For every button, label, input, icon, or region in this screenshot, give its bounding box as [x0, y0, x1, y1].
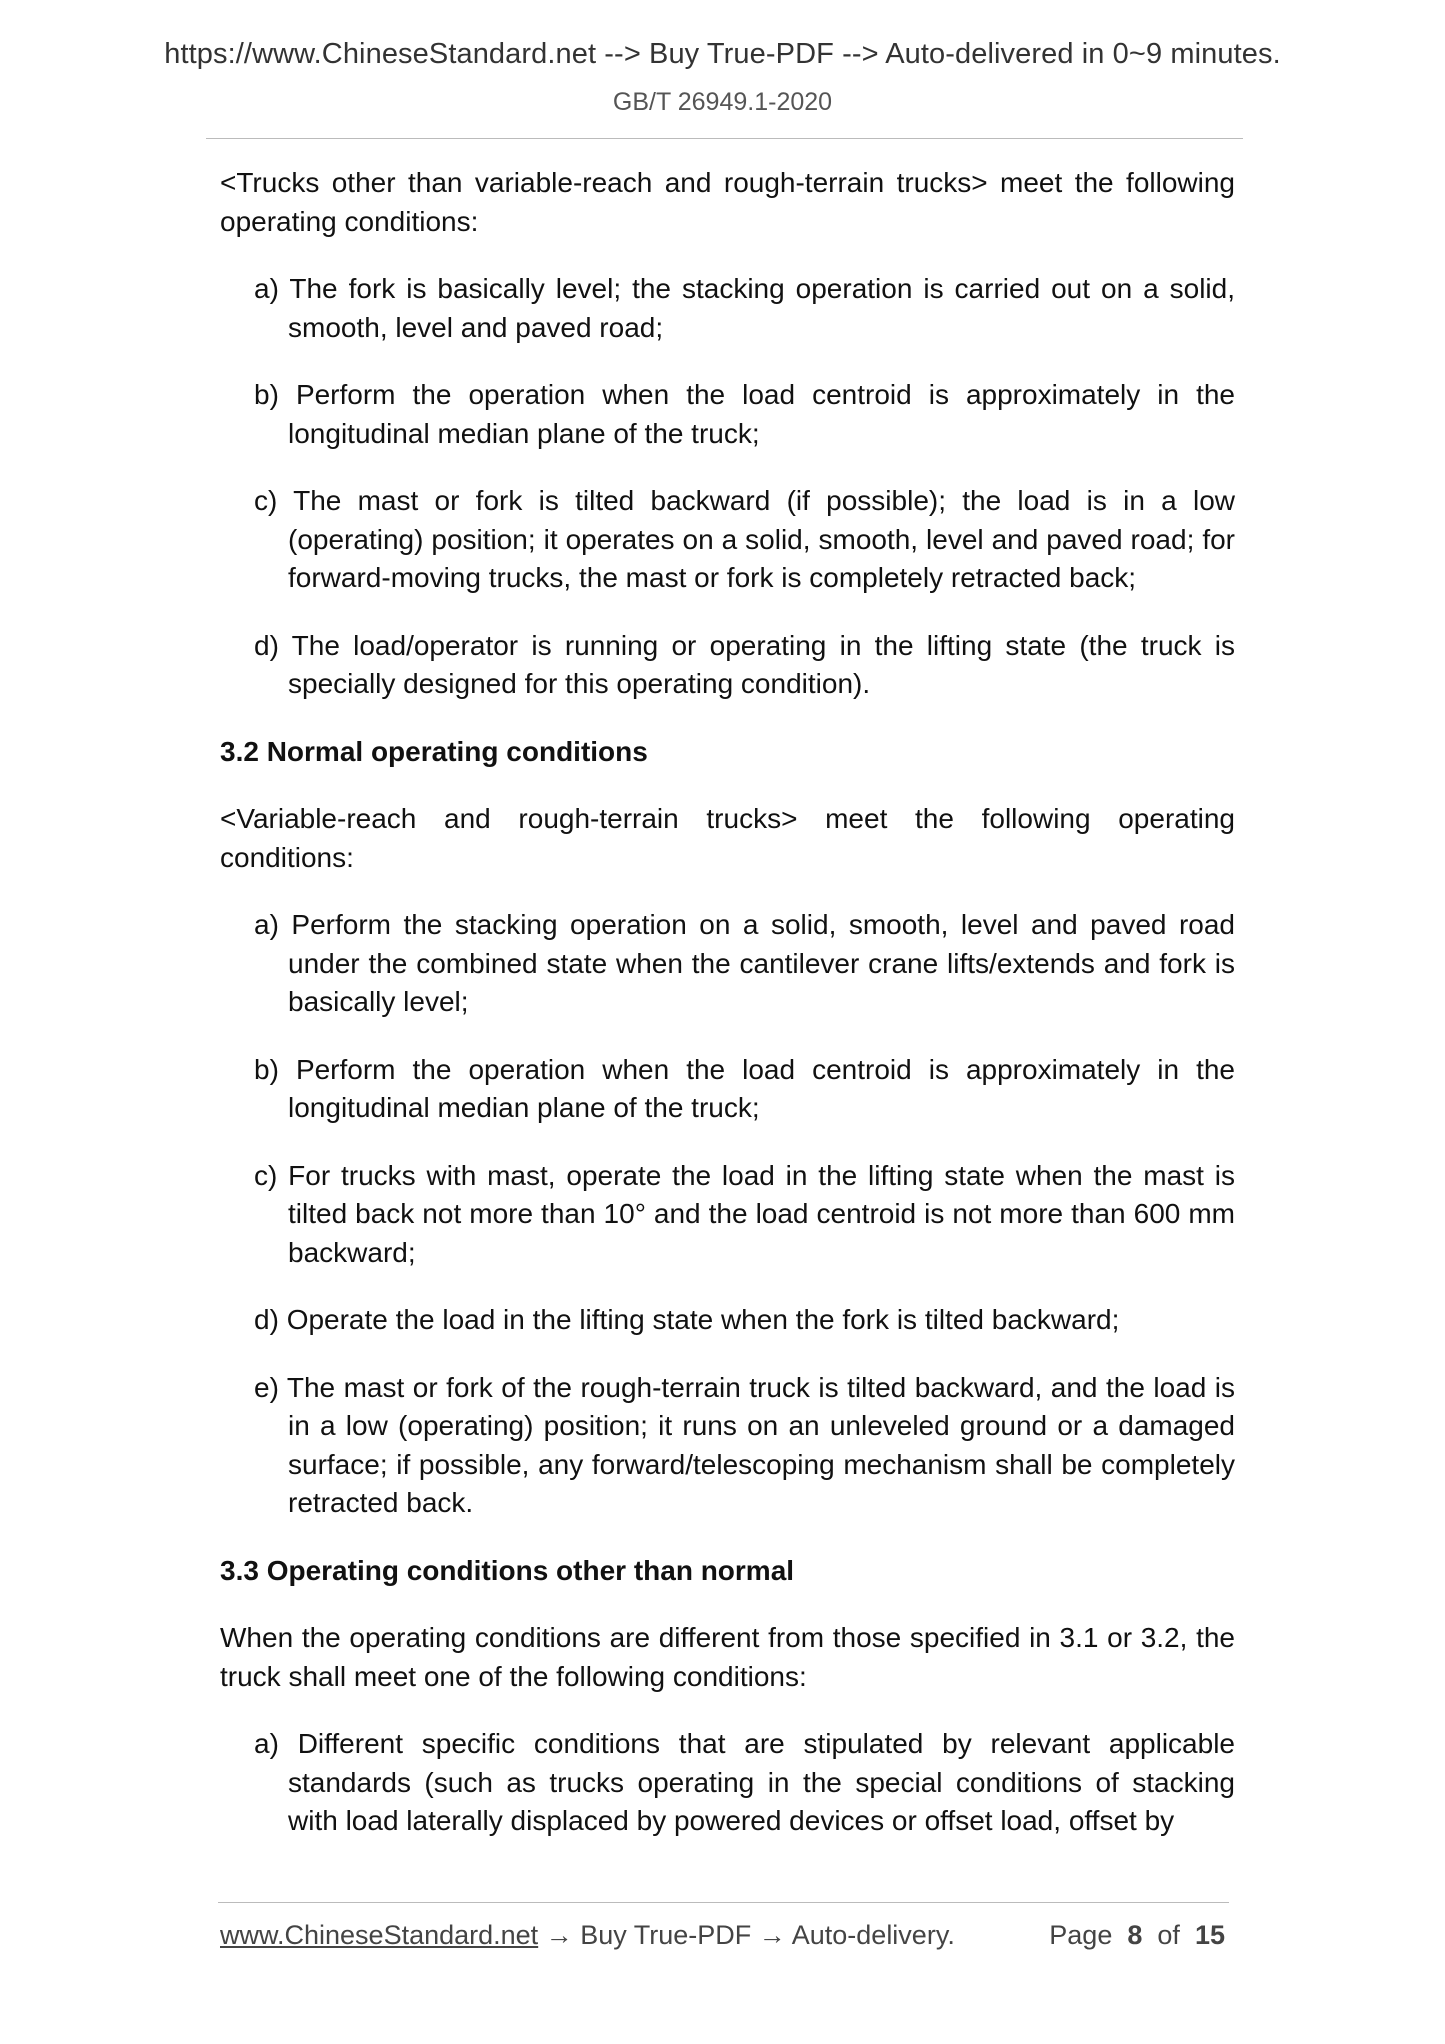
list-label: d): [254, 1304, 279, 1335]
list-label: a): [254, 909, 279, 940]
list-item-3-2-d: [254, 1301, 1235, 1340]
list-item-3-2-b: [254, 1051, 1235, 1128]
list-text: The load/operator is running or operating in the lifting state (the truck is specially designed for this operating condition).: [288, 629, 1235, 699]
section-heading-3-2: 3.2 Normal operating conditions: [220, 735, 648, 767]
list-item-3-1-b: [254, 376, 1235, 453]
list-label: d): [254, 629, 279, 661]
list-item-3-3-a: [254, 1725, 1235, 1841]
list-text: The mast or fork of the rough-terrain truck is tilted backward, and the load is in a low (operating) position; it runs on an unleveled ground or a damaged surface; if possible, any forward/telescoping mechanism shall be completely retracted back.: [286, 1371, 1235, 1518]
list-label: c): [254, 1159, 278, 1191]
list-text: The mast or fork is tilted backward (if possible); the load is in a low (operating) position; it operates on a solid, smooth, level and paved road; for forward-moving trucks, the mast or fork is completely retracted back;: [288, 485, 1235, 593]
list-text: For trucks with mast, operate the load in the lifting state when the mast is tilted back not more than 10° and the load centroid is not more than 600 mm backward;: [288, 1159, 1236, 1268]
list-item-3-1-c: [254, 482, 1235, 598]
site-link[interactable]: www.ChineseStandard.net: [220, 1920, 539, 1950]
footer-left: [220, 1920, 955, 1951]
top-banner: https://www.ChineseStandard.net --> Buy True-PDF --> Auto-delivered in 0~9 minutes.: [164, 38, 1281, 70]
of-word: of: [1157, 1920, 1180, 1950]
list-text: Operate the load in the lifting state when the fork is tilted backward;: [286, 1304, 1120, 1335]
list-text: Perform the operation when the load centroid is approximately in the longitudinal median plane of the truck;: [288, 1053, 1236, 1123]
list-text: Perform the operation when the load centroid is approximately in the longitudinal median plane of the truck;: [288, 379, 1236, 449]
list-label: b): [254, 1053, 279, 1085]
list-label: b): [254, 379, 279, 410]
page-total: 15: [1194, 1920, 1225, 1950]
list-label: a): [254, 273, 279, 304]
standard-code: GB/T 26949.1-2020: [612, 88, 833, 116]
list-label: e): [254, 1371, 279, 1403]
list-item-3-1-a: [254, 270, 1235, 347]
list-label: a): [254, 1728, 279, 1759]
list-text: Perform the stacking operation on a solid, smooth, level and paved road under the combined state when the cantilever crane lifts/extends and fork is basically level;: [288, 909, 1235, 1017]
header-divider: [206, 138, 1243, 139]
footer-divider: [218, 1902, 1229, 1903]
list-item-3-2-e: [254, 1369, 1235, 1523]
intro-paragraph-3-1: <Trucks other than variable-reach and rough-terrain trucks> meet the following operating conditions:: [220, 167, 1235, 237]
list-item-3-2-c: [254, 1157, 1235, 1273]
page-current: 8: [1127, 1920, 1143, 1950]
list-item-3-2-a: [254, 906, 1235, 1022]
document-body: [220, 164, 1235, 1870]
intro-paragraph-3-2: <Variable-reach and rough-terrain trucks> meet the following operating conditions:: [220, 803, 1235, 873]
intro-paragraph-3-3: When the operating conditions are different from those specified in 3.1 or 3.2, the truck shall meet one of the following conditions:: [220, 1622, 1235, 1692]
list-item-3-1-d: [254, 627, 1235, 704]
list-text: Different specific conditions that are stipulated by relevant applicable standards (such as trucks operating in the special conditions of stacking with load laterally displaced by powered devices or offset load, offset by: [288, 1728, 1235, 1836]
section-heading-3-3: 3.3 Operating conditions other than normal: [220, 1554, 795, 1586]
list-label: c): [254, 485, 278, 516]
list-text: The fork is basically level; the stacking operation is carried out on a solid, smooth, level and paved road;: [288, 273, 1235, 343]
delivery-text: → Buy True-PDF → Auto-delivery.: [538, 1920, 955, 1950]
page-word: Page: [1049, 1920, 1113, 1950]
page-indicator: [1049, 1920, 1225, 1951]
